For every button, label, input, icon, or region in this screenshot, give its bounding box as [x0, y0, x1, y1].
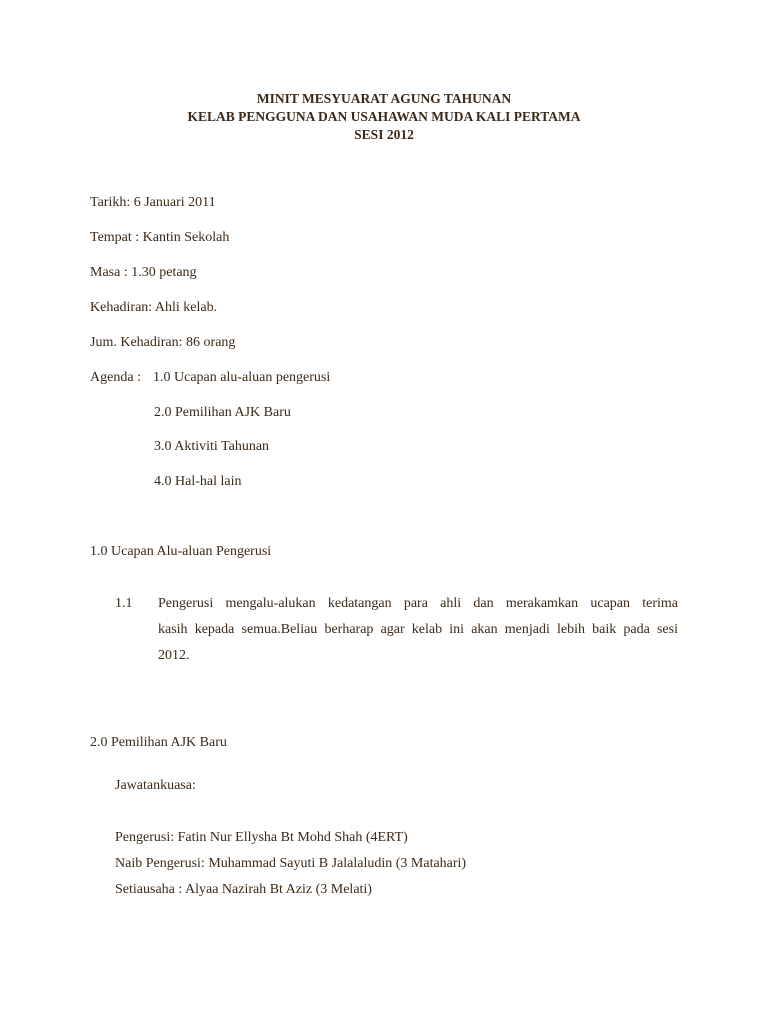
committee-member: Pengerusi: Fatin Nur Ellysha Bt Mohd Shah (4ERT)	[115, 830, 408, 845]
agenda-item: 1.0 Ucapan alu-aluan pengerusi	[153, 370, 331, 385]
title-line-2: KELAB PENGGUNA DAN USAHAWAN MUDA KALI PERTAMA	[187, 109, 581, 124]
paragraph-line: kasih kepada semua.Beliau berharap agar kelab ini akan menjadi lebih baik pada sesi	[158, 622, 678, 637]
meeting-time: Masa : 1.30 petang	[90, 265, 197, 280]
attendance-count: Jum. Kehadiran: 86 orang	[90, 335, 236, 350]
title-line-1: MINIT MESYUARAT AGUNG TAHUNAN	[256, 91, 512, 106]
paragraph-line: Pengerusi mengalu-alukan kedatangan para ahli dan merakamkan ucapan terima	[158, 596, 678, 611]
agenda-item: 2.0 Pemilihan AJK Baru	[154, 405, 291, 420]
meeting-place: Tempat : Kantin Sekolah	[90, 230, 230, 245]
committee-subheading: Jawatankuasa:	[115, 778, 196, 793]
title-line-3: SESI 2012	[354, 127, 414, 142]
section-2-heading: 2.0 Pemilihan AJK Baru	[90, 735, 227, 750]
section-1-heading: 1.0 Ucapan Alu-aluan Pengerusi	[90, 544, 272, 559]
agenda-label: Agenda :	[90, 370, 141, 385]
agenda-item: 4.0 Hal-hal lain	[154, 474, 242, 489]
meeting-date: Tarikh: 6 Januari 2011	[90, 195, 216, 210]
meeting-attendance: Kehadiran: Ahli kelab.	[90, 300, 218, 315]
committee-member: Naib Pengerusi: Muhammad Sayuti B Jalalaludin (3 Matahari)	[115, 856, 467, 871]
committee-member: Setiausaha : Alyaa Nazirah Bt Aziz (3 Melati)	[115, 882, 372, 897]
section-1-paragraph	[158, 591, 678, 669]
document-title	[0, 90, 768, 144]
item-number: 1.1	[115, 596, 133, 611]
paragraph-line: 2012.	[158, 648, 190, 663]
agenda-item: 3.0 Aktiviti Tahunan	[154, 439, 270, 454]
